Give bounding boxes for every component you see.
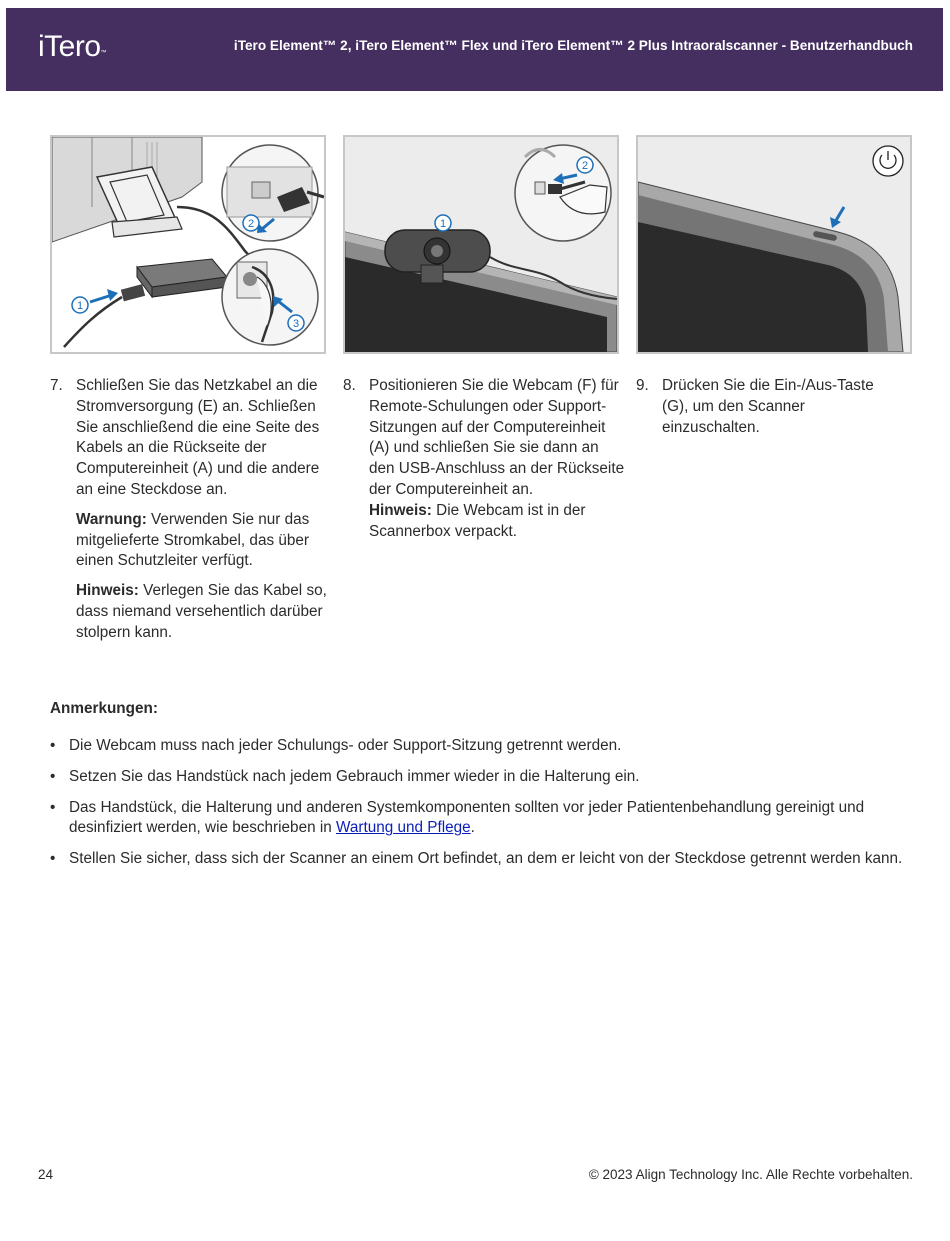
document-title: iTero Element™ 2, iTero Element™ Flex und iTero Element™ 2 Plus Intraoralscanner - Benutzerhandbuch [233,38,913,53]
step-number: 7. [50,377,63,394]
callout-1: 1 [76,300,84,312]
page-number: 24 [38,1167,54,1182]
note-paragraph: Hinweis: Die Webcam ist in der Scannerbox verpackt. [369,501,586,540]
itero-logo: iTero™ [38,30,107,63]
power-icon [873,146,903,176]
page-header [6,8,943,91]
note-paragraph: Hinweis: Verlegen Sie das Kabel so, dass niemand versehentlich darüber stolpern kann. [76,582,327,641]
notes-list [50,736,910,880]
step-text: Positionieren Sie die Webcam (F) für Remote-Schulungen oder Support-Sitzungen auf der Computereinheit (A) und schließen Sie sie dann an den USB-Anschluss an der Rückseite der Computereinheit an. [369,377,625,498]
step-number: 9. [636,377,649,394]
illustration-power-cable [50,135,326,354]
callout-2: 2 [247,218,255,230]
step-9 [636,376,896,438]
step-8 [343,376,625,542]
callout-1: 1 [439,218,447,230]
illustration-webcam [343,135,619,354]
step-text: Schließen Sie das Netzkabel an die Stromversorgung (E) an. Schließen Sie anschließend die eine Seite des Kabels an die Rückseite der Computereinheit (A) und die andere an eine Steckdose an. [76,377,320,498]
maintenance-link[interactable]: Wartung und Pflege [336,819,471,837]
warning-paragraph: Warnung: Verwenden Sie nur das mitgelieferte Stromkabel, das über einen Schutzleiter verfügt. [76,510,310,570]
list-item: • Die Webcam muss nach jeder Schulungs- oder Support-Sitzung getrennt werden. [50,736,910,757]
list-item: • Stellen Sie sicher, dass sich der Scanner an einem Ort befindet, an dem er leicht von der Steckdose getrennt werden kann. [50,849,910,870]
step-7 [50,376,335,653]
step-text: Drücken Sie die Ein-/Aus-Taste (G), um den Scanner einzuschalten. [662,377,874,436]
illustration-power-button [636,135,912,354]
callout-3: 3 [292,318,300,330]
step-number: 8. [343,377,356,394]
callout-2: 2 [581,160,589,172]
list-item: • Das Handstück, die Halterung und anderen Systemkomponenten sollten vor jeder Patientenbehandlung gereinigt und desinfiziert werden, wie beschrieben in Wartung und Pflege. [50,798,910,840]
list-item: • Setzen Sie das Handstück nach jedem Gebrauch immer wieder in die Halterung ein. [50,767,910,788]
copyright: © 2023 Align Technology Inc. Alle Rechte vorbehalten. [588,1167,913,1182]
notes-heading: Anmerkungen: [50,700,158,717]
